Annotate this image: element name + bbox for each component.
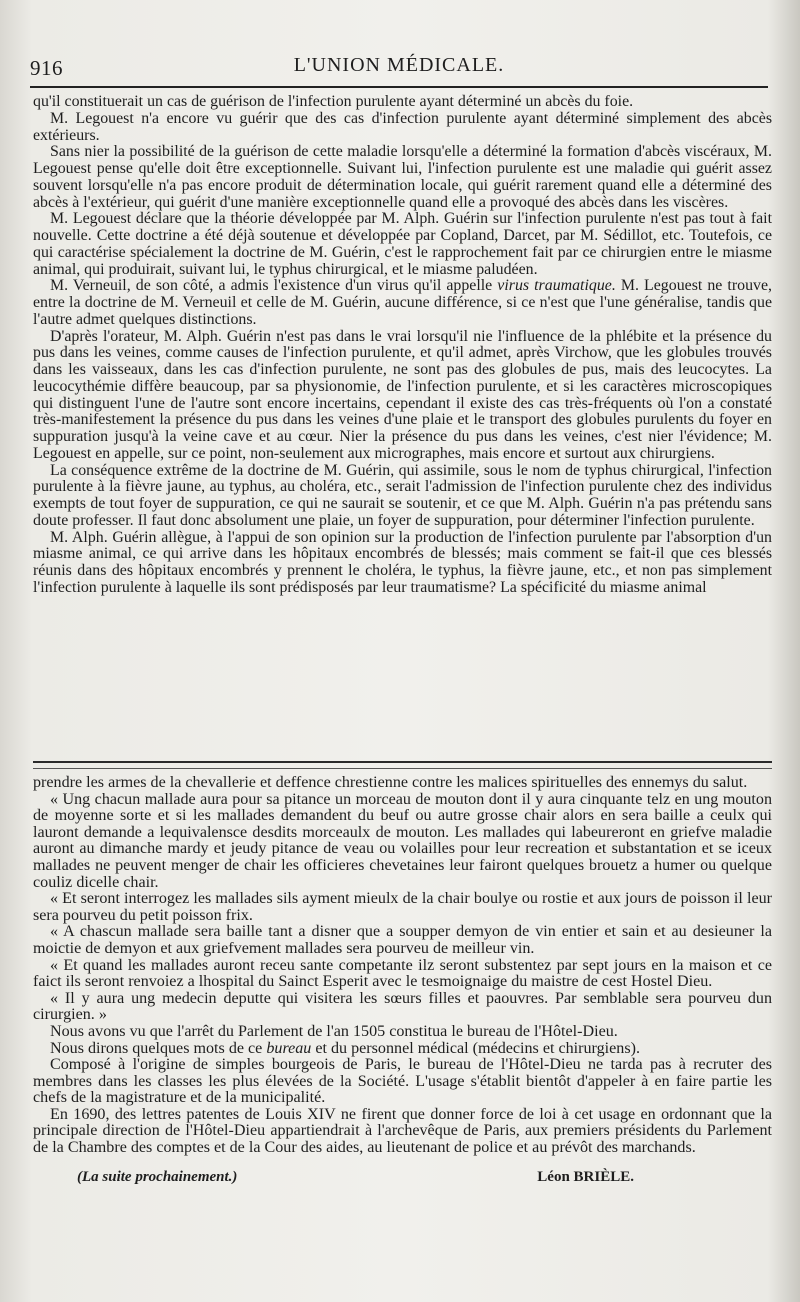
- paragraph: « Ung chacun mallade aura pour sa pitance un morceau de mouton dont il y aura cinquante telz en ung mouton de moyenne sorte et si les mallades demandent du beuf ou autre grosse chair alors en sera baille a ceulx qui lauront demande a lequivalensce desdits morceaulx de mouton. Les mallades qui labeureront en griefve maladie auront au dimanche mardy et jeudy pitance de veau ou volailles pour leur recreation et substantation et se iceux mallades ne peuvent menger de chair les officieres chevetaines leur fairont quelques brouetz a humer ou quelque couliz dicelle chair.: [33, 790, 772, 891]
- paragraph: « Et seront interrogez les mallades sils ayment mieulx de la chair boulye ou rostie et aux jours de poisson il leur sera pourveu du petit poisson frix.: [33, 890, 772, 924]
- paragraph: En 1690, des lettres patentes de Louis XIV ne firent que donner force de loi à cet usage en ordonnant que la principale direction de l'Hôtel-Dieu appartiendrait à l'archevêque de Paris, aux premiers présidents du Parlement de la Chambre des comptes et de la Cour des aides, au lieutenant de police et au prévôt des marchands.: [33, 1105, 772, 1157]
- paragraph: [33, 278, 772, 328]
- paragraph: prendre les armes de la chevallerie et deffence chrestienne contre les malices spirituelles des ennemys du salut.: [33, 774, 748, 791]
- page-header: [30, 50, 768, 82]
- page-number: 916: [30, 56, 63, 80]
- main-article: [33, 94, 772, 597]
- paragraph: M. Alph. Guérin allègue, à l'appui de son opinion sur la production de l'infection purulente par l'absorption d'un miasme animal, ce qui arrive dans les hôpitaux encombrés de blessés; mais comment se fait-il que ces blessés réunis dans des hôpitaux encombrés y prennent le choléra, le typhus, la fièvre jaune, etc., et non pas simplement l'infection purulente à laquelle ils sont prédisposés par leur traumatisme? La spécificité du miasme animal: [33, 528, 772, 596]
- paragraph: [33, 1041, 772, 1058]
- paragraph: Sans nier la possibilité de la guérison de cette maladie lorsqu'elle a déterminé la formation d'abcès viscéraux, M. Legouest pense qu'elle doit être exceptionnelle. Suivant lui, l'infection purulente est une maladie qui guérit assez souvent lorsqu'elle n'a pas encore produit de détermination locale, qui guérit rarement quand elle a déterminé des abcès à l'extérieur, qui guérit d'une manière exceptionnelle quand elle a provoqué des abcès dans les viscères.: [33, 143, 772, 211]
- text-run: Nous dirons quelques mots de ce: [50, 1039, 267, 1057]
- running-title: L'UNION MÉDICALE.: [293, 54, 505, 76]
- header-rule: [30, 86, 768, 88]
- italic-term: bureau: [266, 1039, 312, 1057]
- paragraph: M. Legouest n'a encore vu guérir que des cas d'infection purulente ayant déterminé simplement des abcès extérieurs.: [33, 109, 772, 144]
- paragraph: D'après l'orateur, M. Alph. Guérin n'est pas dans le vrai lorsqu'il nie l'influence de la phlébite et la présence du pus dans les veines, comme causes de l'infection purulente, et qu'il admet, après Virchow, que les globules trouvés dans les vaisseaux, dans les cas d'infection purulente, ne sont pas des globules de pus, mais des leucocytes. La leucocythémie diffère beaucoup, par sa physionomie, de l'infection purulente, et si les caractères microscopiques qui distinguent l'une de l'autre sont encore incertains, cependant il existe des cas très-fréquents où l'on a constaté très-manifestement la présence du pus dans les veines d'une plaie et le transport des globules purulents du foyer en suppuration jusqu'à la veine cave et au cœur. Nier la présence du pus dans les veines, c'est nier l'évidence; M. Legouest en appelle, sur ce point, non-seulement aux micrographes, mais encore et surtout aux chirurgiens.: [33, 327, 772, 462]
- paragraph: qu'il constituerait un cas de guérison de l'infection purulente ayant déterminé un abcès du foie.: [33, 93, 634, 110]
- paragraph: « Et quand les mallades auront receu sante competante ilz seront substentez par sept jours en la maison et ce faict ils seront renvoiez a lhospital du Sainct Esperit avec le tesmoignaige du maistre de cest Hostel Dieu.: [33, 956, 772, 991]
- paragraph: M. Legouest déclare que la théorie développée par M. Alph. Guérin sur l'infection purulente n'est pas tout à fait nouvelle. Cette doctrine a été déjà soutenue et développée par Copland, Darcet, par M. Sédillot, etc. Toutefois, ce qui caractérise spécialement la doctrine de M. Guérin, c'est le rapprochement fait par ce chirurgien entre le miasme animal, qui produirait, suivant lui, le typhus chirurgical, et le miasme paludéen.: [33, 210, 772, 278]
- paragraph: Composé à l'origine de simples bourgeois de Paris, le bureau de l'Hôtel-Dieu ne tarda pas à recruter des membres dans les classes les plus élevées de la Société. L'usage s'établit bientôt d'appeler à en faire partie les chefs de la magistrature et de la municipalité.: [33, 1056, 772, 1107]
- italic-term: virus traumatique.: [497, 277, 616, 295]
- text-run: et du personnel médical (médecins et chirurgiens).: [311, 1039, 640, 1057]
- feuilleton: [33, 775, 772, 1189]
- section-divider: [33, 761, 772, 769]
- continued-note: (La suite prochainement.): [77, 1168, 238, 1185]
- paragraph: « Il y aura ung medecin deputte qui visitera les sœurs filles et paouvres. Par semblable sera pourveu dun cirurgien. »: [33, 989, 772, 1024]
- signoff: [33, 1169, 772, 1189]
- paragraph: « A chascun mallade sera baille tant a disner que a soupper demyon de vin entier et sain et au desieuner la moictie de demyon et aux griefvement mallades sera pourveu de meilleur vin.: [33, 923, 772, 957]
- author-signature: Léon BRIÈLE.: [537, 1168, 634, 1185]
- text-run: M. Verneuil, de son côté, a admis l'existence d'un virus qu'il appelle: [50, 277, 498, 295]
- text-run: M. Legouest ne trouve, entre la doctrine de M. Verneuil et celle de M. Guérin, aucune différence, si ce n'est que l'une généralise, tandis que l'autre admet quelques distinctions.: [33, 277, 772, 328]
- paragraph: La conséquence extrême de la doctrine de M. Guérin, qui assimile, sous le nom de typhus chirurgical, l'infection purulente à la fièvre jaune, au typhus, au choléra, etc., serait l'admission de l'infection purulente chez des individus exempts de tout foyer de suppuration, ce qui ne saurait se soutenir, et ce que M. Alph. Guérin n'a pas prétendu sans doute professer. Il faut donc absolument une plaie, un foyer de suppuration, pour déterminer l'infection purulente.: [33, 461, 772, 529]
- paragraph: Nous avons vu que l'arrêt du Parlement de l'an 1505 constitua le bureau de l'Hôtel-Dieu.: [50, 1022, 618, 1040]
